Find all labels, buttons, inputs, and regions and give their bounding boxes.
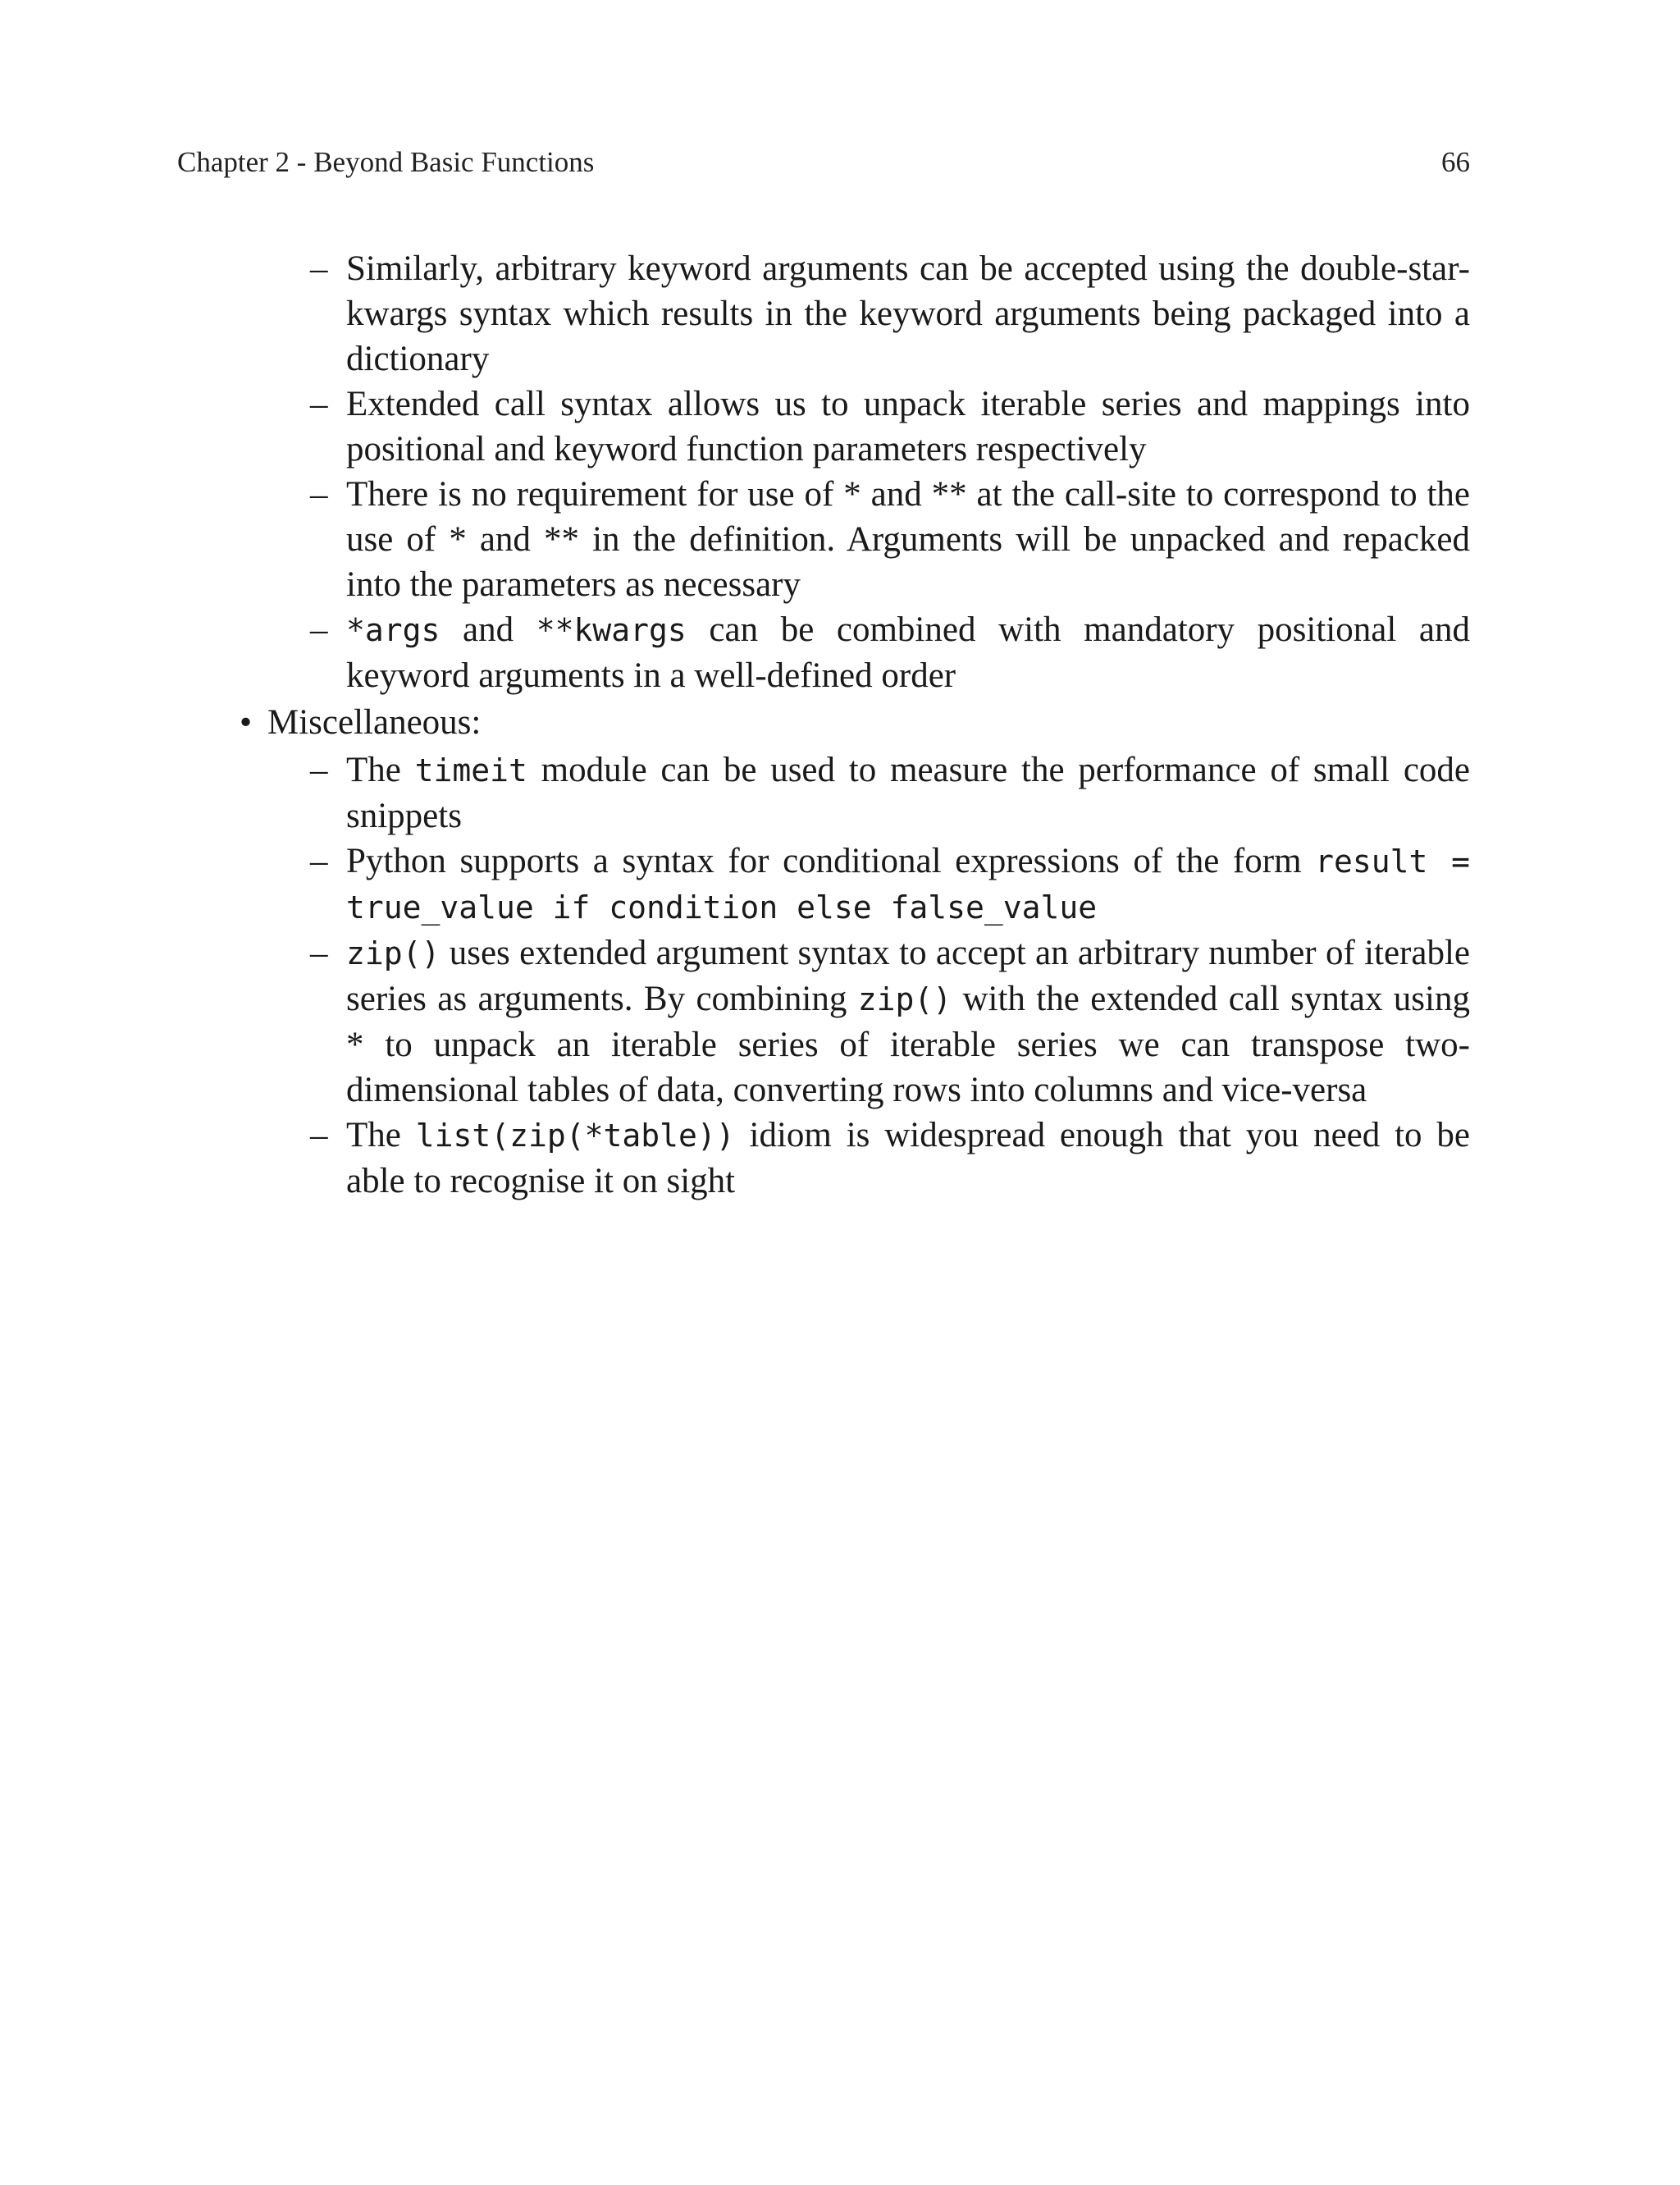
list-item: – Python supports a syntax for conditional expressions of the form result = true_value if condition else false_value	[346, 839, 1470, 930]
page-content	[177, 246, 1470, 1204]
inline-code: zip()	[857, 981, 952, 1017]
list-item: – Extended call syntax allows us to unpack iterable series and mappings into positional and keyword function parameters respectively	[346, 382, 1470, 472]
inline-code: timeit	[414, 752, 527, 789]
chapter-title: Chapter 2 - Beyond Basic Functions	[177, 146, 595, 178]
inline-code: result = true_value if condition else false_value	[346, 843, 1470, 926]
list-item: – zip() uses extended argument syntax to accept an arbitrary number of iterable series as arguments. By combining zip() with the extended call syntax using * to unpack an iterable series of iterable series we can transpose two-dimensional tables of data, converting rows into columns and vice-versa	[346, 930, 1470, 1113]
summary-list	[177, 700, 1470, 1204]
list-item: – The list(zip(*table)) idiom is widespread enough that you need to be able to recognise it on sight	[346, 1113, 1470, 1204]
continuation-list	[177, 246, 1470, 698]
running-header	[177, 146, 1470, 179]
inline-code: list(zip(*table))	[415, 1118, 735, 1154]
inline-code: *args	[346, 612, 441, 648]
list-item-miscellaneous	[267, 700, 1470, 1204]
page-number: 66	[1441, 146, 1470, 178]
inline-code: zip()	[346, 935, 441, 971]
miscellaneous-list	[267, 747, 1470, 1204]
list-item: – The timeit module can be used to measure the performance of small code snippets	[346, 747, 1470, 839]
section-label: • Miscellaneous:	[267, 700, 1470, 747]
list-item: – There is no requirement for use of * and ** at the call-site to correspond to the use of * and ** in the definition. Arguments will be unpacked and repacked into the parameters as necessary	[346, 472, 1470, 607]
inline-code: **kwargs	[536, 612, 687, 648]
list-item: – Similarly, arbitrary keyword arguments can be accepted using the double-star-kwargs syntax which results in the keyword arguments being packaged into a dictionary	[346, 246, 1470, 382]
list-item: – *args and **kwargs can be combined with mandatory positional and keyword arguments in a well-defined order	[346, 607, 1470, 698]
